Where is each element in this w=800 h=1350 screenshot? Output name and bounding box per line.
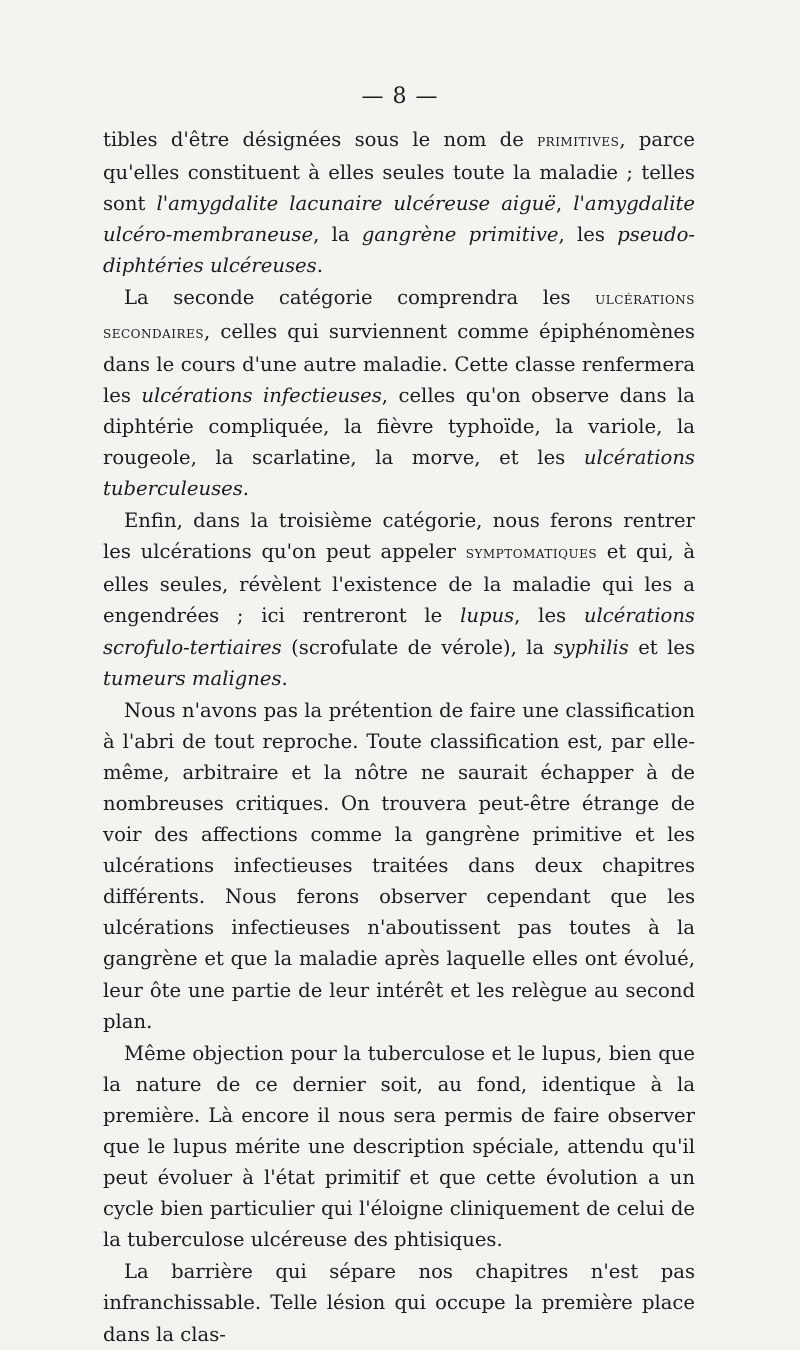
italic-term: ulcérations scrofulo-tertiaires <box>103 604 695 659</box>
paragraph-p1 <box>103 124 695 281</box>
italic-term: tumeurs malignes <box>103 666 282 690</box>
text-run: . <box>316 254 323 278</box>
italic-term: lupus <box>460 604 515 628</box>
text-run: , <box>555 192 574 216</box>
italic-term: ulcérations tuberculeuses <box>103 445 695 501</box>
small-caps-term: ulcérations secondaires <box>103 289 695 343</box>
text-run: , les <box>514 604 584 628</box>
text-run: , les <box>558 223 618 247</box>
text-run: . <box>242 477 250 501</box>
text-run: , la <box>313 223 362 247</box>
text-run: Nous n'avons pas la prétention de faire une classification à l'abri de tout reproche. Toute classification est, par elle-même, arbitraire et la nôtre ne saurait échapper à de nombreuses critiques. On trouvera peut-être étrange de voir des affections comme la gangrène primitive et les ulcérations infectieuses traitées dans deux chapitres différents. Nous ferons observer cependant que les ulcérations infectieuses n'aboutissent pas toutes à la gangrène et que la maladie après laquelle elles ont évolué, leur ôte une partie de leur intérêt et les relègue au second plan. <box>103 698 695 1033</box>
small-caps-term: symptomatiques <box>465 543 598 564</box>
text-run: et qui, à elles seules, révèlent l'existence de la maladie qui les a engendrées ; ici rentreront le <box>103 540 696 628</box>
text-run: et les <box>628 635 696 659</box>
text-run: (scrofulate de vérole), la <box>281 635 554 659</box>
italic-term: l'amygdalite ulcéro-membraneuse <box>103 192 696 247</box>
text-run: . <box>281 666 288 690</box>
paragraph-p2 <box>103 282 695 504</box>
body-text <box>103 124 695 1350</box>
page-number: — 8 — <box>361 84 439 109</box>
text-run: La seconde catégorie comprendra les <box>124 286 596 310</box>
small-caps-term: primitives <box>537 131 620 151</box>
text-run: , celles qui surviennent comme épiphénomènes dans le cours d'une autre maladie. Cette classe renfermera les <box>103 319 695 407</box>
paragraph-p5 <box>103 1038 695 1256</box>
text-run: , parce qu'elles constituent à elles seules toute la maladie ; telles sont <box>103 128 695 216</box>
text-run: Enfin, dans la troisième catégorie, nous ferons rentrer les ulcérations qu'on peut appeler <box>103 509 695 564</box>
italic-term: gangrène primitive <box>361 223 559 247</box>
paragraph-p6 <box>103 1256 695 1349</box>
italic-term: syphilis <box>553 635 629 659</box>
italic-term: pseudo-diphtéries ulcéreuses <box>103 223 695 278</box>
paragraph-p4 <box>103 695 695 1037</box>
italic-term: ulcérations infectieuses <box>141 383 382 407</box>
text-run: Même objection pour la tuberculose et le lupus, bien que la nature de ce dernier soit, au fond, identique à la première. Là encore il nous sera permis de faire observer que le lupus mérite une description spéciale, attendu qu'il peut évoluer à l'état primitif et que cette évolution a un cycle bien particulier qui l'éloigne cliniquement de celui de la tuberculose ulcéreuse des phtisiques. <box>103 1041 695 1252</box>
text-run: La barrière qui sépare nos chapitres n'est pas infranchissable. Telle lésion qui occupe la première place dans la clas- <box>103 1260 695 1346</box>
text-run: , celles qu'on observe dans la diphtérie compliquée, la fièvre typhoïde, la variole, la rougeole, la scarlatine, la morve, et les <box>103 383 695 469</box>
italic-term: l'amygdalite lacunaire ulcéreuse aiguë <box>156 192 556 216</box>
text-run: tibles d'être désignées sous le nom de <box>103 128 538 151</box>
paragraph-p3 <box>103 505 695 694</box>
